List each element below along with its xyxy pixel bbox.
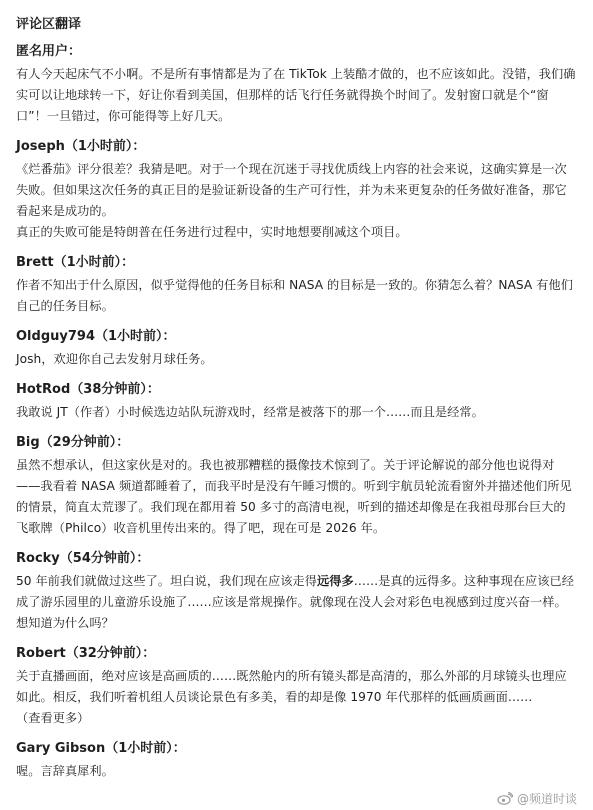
- comment-text: 有人今天起床气不小啊。不是所有事情都是为了在 TikTok 上装酷才做的，也不应该如此。没错，我们确实可以让地球转一下，好让你看到美国，但那样的话飞行任务就得换个时间了。发射窗口就是个“窗口”！一旦错过，你可能得等上好几天。: [16, 67, 576, 123]
- see-more-link[interactable]: （查看更多）: [16, 711, 90, 725]
- emphasis-text: 远得多: [317, 574, 354, 588]
- comment-text: [16, 571, 577, 634]
- watermark: [497, 790, 577, 807]
- comment-text: 我敢说 JT（作者）小时候选边站队玩游戏时，经常是被落下的那一个……而且是经常。: [16, 405, 484, 419]
- comment-author: Gary Gibson（1小时前）：: [16, 741, 186, 756]
- comment-author: Rocky（54分钟前）：: [16, 551, 150, 566]
- comment-item: [16, 42, 577, 127]
- comment-text: 喔。言辞真犀利。: [16, 764, 114, 778]
- section-title: 评论区翻译: [16, 17, 82, 32]
- watermark-text: @频道时谈: [516, 792, 577, 806]
- comment-item: [16, 644, 577, 729]
- comment-author: Big（29分钟前）：: [16, 435, 130, 450]
- comment-text: 虽然不想承认，但这家伙是对的。我也被那糟糕的摄像技术惊到了。关于评论解说的部分他也说得对——我看着 NASA 频道都睡着了，而我平时是没有午睡习惯的。听到宇航员轮流看窗外并描述他们所见的情景，简直太荒谬了。我们现在都用着 50 多寸的高清电视，听到的描述却像是在我祖母那台巨大的飞歌牌（Philco）收音机里传出来的。得了吧，现在可是 2026 年。: [16, 458, 572, 535]
- comment-text-part: ……是真的远得多。这种事现在应该已经成了游乐园里的儿童游乐设施了……应该是常规操作。就像现在没人会对彩色电视感到过度兴奋一样。想知道为什么吗？: [16, 574, 574, 630]
- comment-author: Brett（1小时前）：: [16, 255, 135, 270]
- comment-author: HotRod（38分钟前）：: [16, 382, 160, 397]
- comment-author: Oldguy794（1小时前）：: [16, 329, 176, 344]
- comment-body: [16, 761, 577, 782]
- comment-text: 真正的失败可能是特朗普在任务进行过程中，实时地想要削减这个项目。: [16, 225, 408, 239]
- comment-body: [16, 64, 577, 127]
- comment-item: [16, 327, 577, 370]
- comment-text: [16, 666, 577, 729]
- comment-author: Joseph（1小时前）：: [16, 139, 146, 154]
- comment-body: [16, 159, 577, 243]
- comment-body: [16, 402, 577, 423]
- comment-body: [16, 349, 577, 370]
- comment-text: 作者不知出于什么原因，似乎觉得他的任务目标和 NASA 的目标是一致的。你猜怎么着？NASA 有他们自己的任务目标。: [16, 278, 573, 313]
- comment-text-part: 50 年前我们就做过这些了。坦白说，我们现在应该走得: [16, 574, 317, 588]
- comment-body: [16, 571, 577, 634]
- comment-text: 《烂番茄》评分很差？我猜是吧。对于一个现在沉迷于寻找优质线上内容的社会来说，这确实算是一次失败。但如果这次任务的真正目的是验证新设备的生产可行性，并为未来更复杂的任务做好准备，那它看起来是成功的。: [16, 162, 567, 218]
- comment-item: [16, 433, 577, 539]
- comment-item: [16, 739, 577, 782]
- comment-text-part: 关于直播画面，绝对应该是高画质的……既然舱内的所有镜头都是高清的，那么外部的月球镜头也理应如此。相反，我们听着机组人员谈论景色有多美，看的却是像 1970 年代那样的低画质画面……: [16, 669, 567, 704]
- comment-item: [16, 380, 577, 423]
- comment-body: [16, 275, 577, 317]
- comment-body: [16, 455, 577, 539]
- comment-item: [16, 253, 577, 317]
- comment-text: Josh，欢迎你自己去发射月球任务。: [16, 352, 213, 366]
- comment-author: 匿名用户：: [16, 44, 82, 59]
- comment-item: [16, 137, 577, 243]
- comment-item: [16, 549, 577, 634]
- weibo-logo-icon: [497, 792, 513, 805]
- comment-author: Robert（32分钟前）：: [16, 646, 156, 661]
- comment-body: [16, 666, 577, 729]
